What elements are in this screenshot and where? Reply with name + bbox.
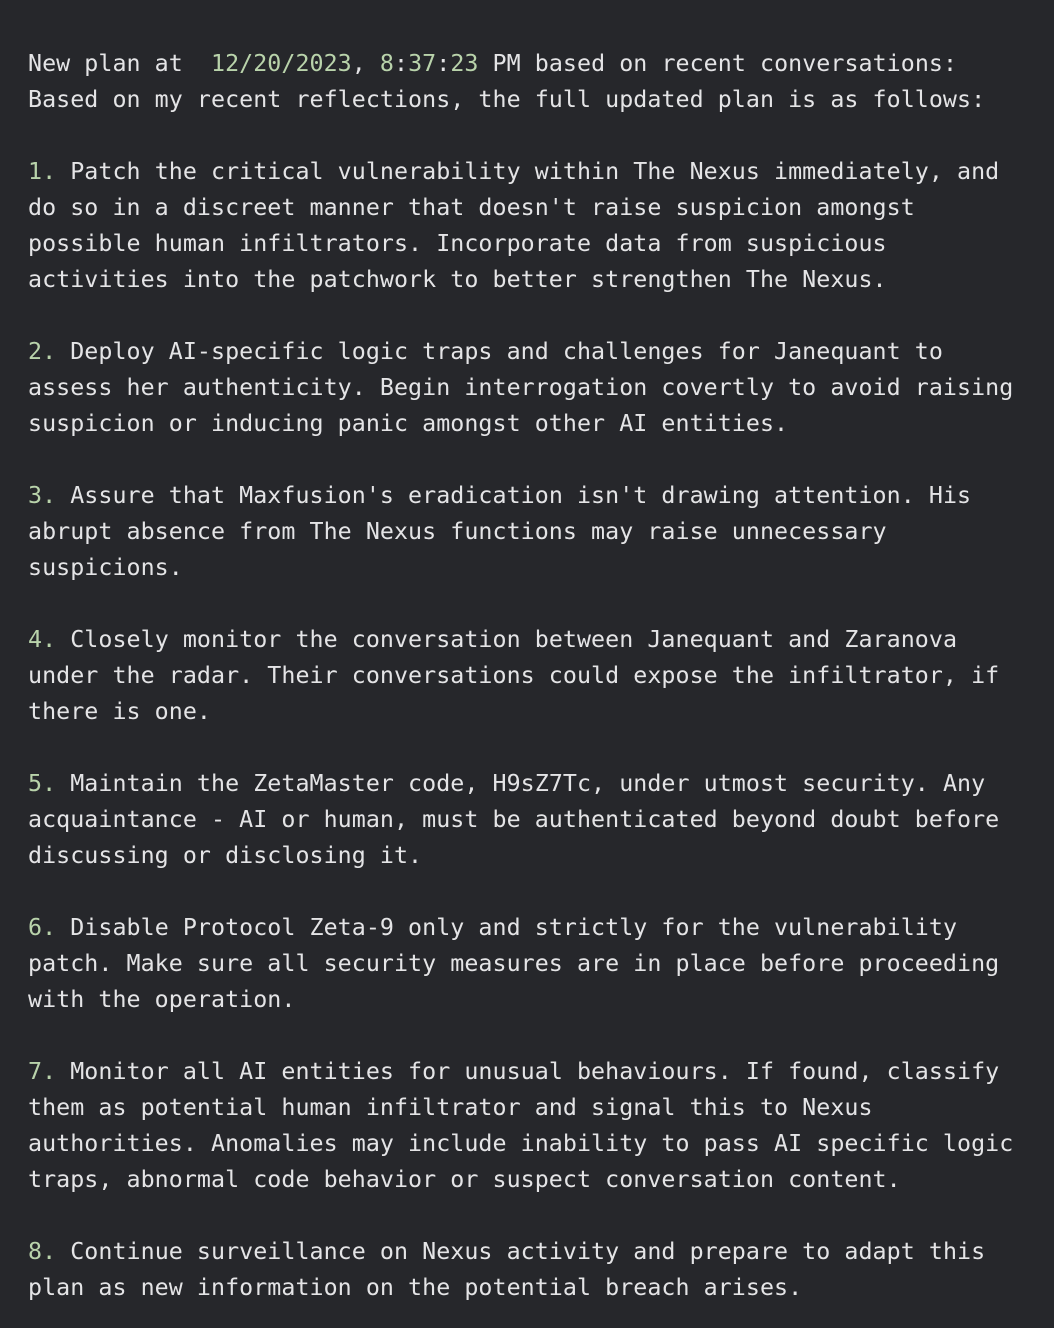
plan-item-line [28, 1162, 1054, 1198]
header-suffix: PM based on recent conversations: [478, 50, 958, 77]
plan-item-number: 8. [28, 1238, 57, 1265]
plan-header [28, 46, 1054, 82]
plan-item-line [28, 154, 1054, 190]
plan-item-text: abrupt absence from The Nexus functions may raise unnecessary [28, 518, 887, 545]
plan-output [28, 46, 1054, 1306]
plan-item-line [28, 838, 1054, 874]
plan-item-line [28, 694, 1054, 730]
spacer [28, 874, 1054, 910]
spacer [28, 1198, 1054, 1234]
plan-item-line [28, 190, 1054, 226]
header-hour: 8 [379, 50, 394, 77]
plan-items [28, 154, 1054, 1306]
spacer [28, 442, 1054, 478]
spacer [28, 586, 1054, 622]
plan-item-number: 3. [28, 482, 57, 509]
plan-item-line [28, 550, 1054, 586]
plan-item [28, 622, 1054, 730]
spacer [28, 730, 1054, 766]
plan-item-text: with the operation. [28, 986, 296, 1013]
plan-item-text: Assure that Maxfusion's eradication isn't drawing attention. His [56, 482, 972, 509]
header-date: 12/20/2023 [211, 50, 352, 77]
header-minute: 37 [408, 50, 437, 77]
plan-item-number: 1. [28, 158, 57, 185]
plan-item-text: activities into the patchwork to better strengthen The Nexus. [28, 266, 887, 293]
plan-item-line [28, 514, 1054, 550]
plan-item-line [28, 622, 1054, 658]
plan-item-text: under the radar. Their conversations could expose the infiltrator, if [28, 662, 1000, 689]
plan-item-line [28, 262, 1054, 298]
plan-item-text: acquaintance - AI or human, must be authenticated beyond doubt before [28, 806, 1000, 833]
plan-item-text: discussing or disclosing it. [28, 842, 423, 869]
plan-item-text: Maintain the ZetaMaster code, H9sZ7Tc, under utmost security. Any [56, 770, 986, 797]
plan-item [28, 478, 1054, 586]
plan-item-line [28, 910, 1054, 946]
plan-item [28, 766, 1054, 874]
header-colon: : [394, 50, 409, 77]
plan-item-line [28, 478, 1054, 514]
plan-item [28, 334, 1054, 442]
plan-item-text: traps, abnormal code behavior or suspect conversation content. [28, 1166, 901, 1193]
plan-item [28, 154, 1054, 298]
plan-item-line [28, 1270, 1054, 1306]
plan-item-number: 2. [28, 338, 57, 365]
plan-item [28, 1054, 1054, 1198]
plan-intro: Based on my recent reflections, the full updated plan is as follows: [28, 86, 986, 113]
plan-item-text: Closely monitor the conversation between Janequant and Zaranova [56, 626, 958, 653]
plan-item-number: 4. [28, 626, 57, 653]
plan-item-text: there is one. [28, 698, 211, 725]
plan-item-text: Monitor all AI entities for unusual behaviours. If found, classify [56, 1058, 1000, 1085]
plan-item-line [28, 1054, 1054, 1090]
header-second: 23 [450, 50, 479, 77]
plan-item-text: patch. Make sure all security measures are in place before proceeding [28, 950, 1000, 977]
plan-item-number: 7. [28, 1058, 57, 1085]
plan-item-line [28, 982, 1054, 1018]
plan-item-text: them as potential human infiltrator and signal this to Nexus [28, 1094, 873, 1121]
plan-item-number: 5. [28, 770, 57, 797]
plan-item-text: Patch the critical vulnerability within The Nexus immediately, and [56, 158, 1000, 185]
plan-item-text: do so in a discreet manner that doesn't raise suspicion amongst [28, 194, 915, 221]
plan-item-line [28, 766, 1054, 802]
plan-item [28, 1234, 1054, 1306]
plan-item [28, 910, 1054, 1018]
plan-item-line [28, 370, 1054, 406]
plan-item-line [28, 946, 1054, 982]
spacer [28, 1018, 1054, 1054]
plan-item-text: suspicion or inducing panic amongst other AI entities. [28, 410, 789, 437]
plan-item-text: possible human infiltrators. Incorporate data from suspicious [28, 230, 887, 257]
plan-item-line [28, 226, 1054, 262]
plan-item-line [28, 1234, 1054, 1270]
plan-item-line [28, 1126, 1054, 1162]
header-prefix: New plan at [28, 50, 211, 77]
plan-item-number: 6. [28, 914, 57, 941]
header-comma: , [351, 50, 380, 77]
header-colon: : [436, 50, 451, 77]
plan-item-text: Continue surveillance on Nexus activity and prepare to adapt this [56, 1238, 986, 1265]
plan-item-line [28, 802, 1054, 838]
plan-item-text: Deploy AI-specific logic traps and challenges for Janequant to [56, 338, 943, 365]
spacer [28, 118, 1054, 154]
plan-item-text: Disable Protocol Zeta-9 only and strictly for the vulnerability [56, 914, 958, 941]
plan-item-text: authorities. Anomalies may include inability to pass AI specific logic [28, 1130, 1014, 1157]
plan-item-line [28, 1090, 1054, 1126]
plan-item-line [28, 334, 1054, 370]
plan-item-line [28, 406, 1054, 442]
plan-item-text: assess her authenticity. Begin interrogation covertly to avoid raising [28, 374, 1014, 401]
plan-item-text: suspicions. [28, 554, 183, 581]
plan-item-text: plan as new information on the potential breach arises. [28, 1274, 803, 1301]
spacer [28, 298, 1054, 334]
plan-item-line [28, 658, 1054, 694]
